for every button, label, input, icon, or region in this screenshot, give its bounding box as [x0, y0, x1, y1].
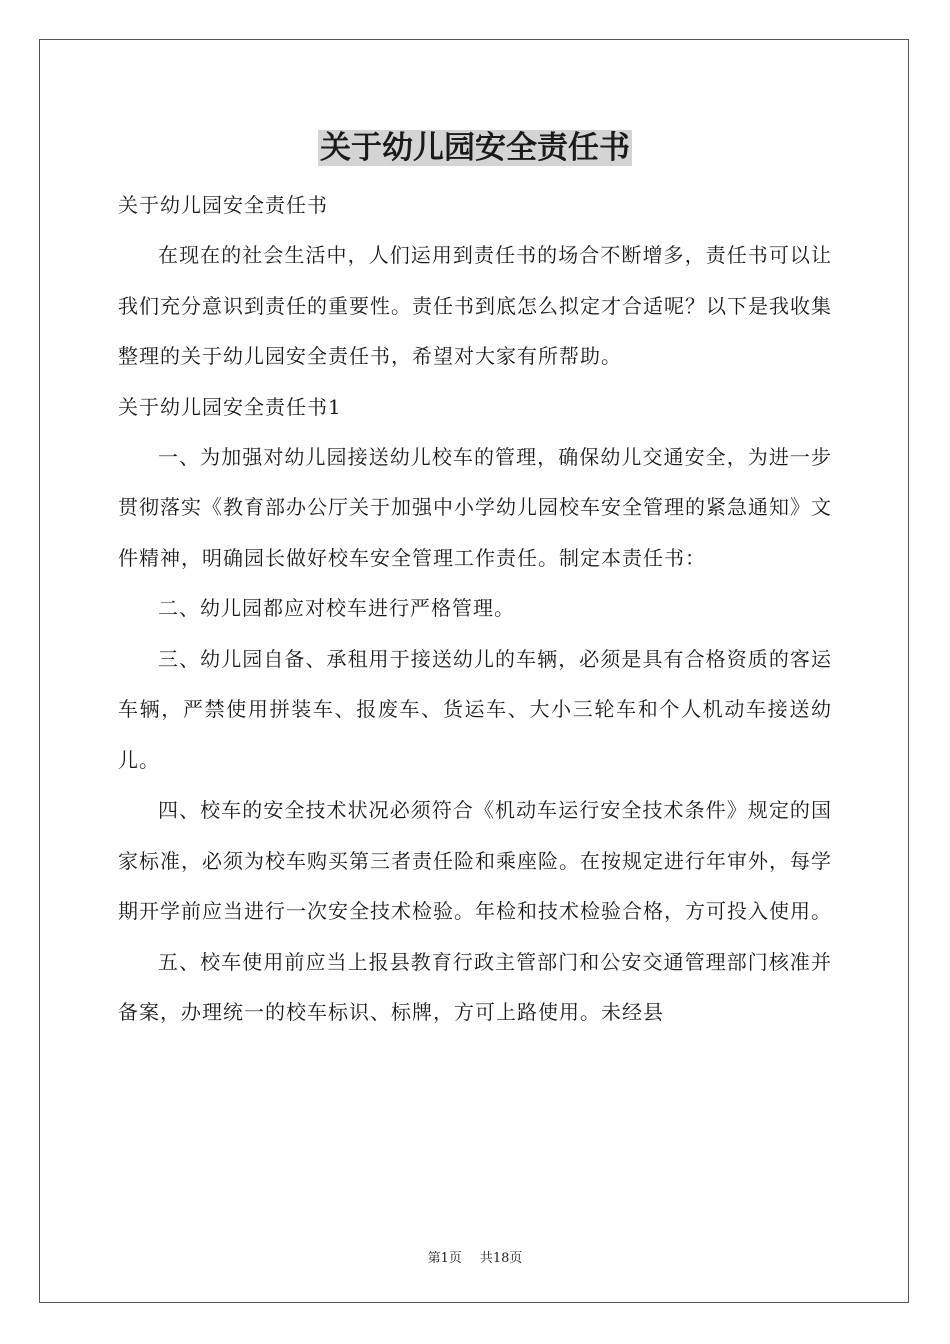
document-body: [118, 126, 832, 1038]
paragraph-2: 二、幼儿园都应对校车进行严格管理。: [158, 596, 515, 620]
document-title: [118, 126, 832, 170]
page-total: 共18页: [479, 1251, 523, 1266]
paragraph-4: 四、校车的安全技术状况必须符合《机动车运行安全技术条件》规定的国家标准，必须为校车购买第三者责任险和乘座险。在按规定进行年审外，每学期开学前应当进行一次安全技术检验。年检和技术检验合格，方可投入使用。: [118, 798, 832, 923]
page-footer: [0, 1247, 950, 1266]
page-number: 第1页: [427, 1251, 462, 1266]
intro-paragraph: 在现在的社会生活中，人们运用到责任书的场合不断增多，责任书可以让我们充分意识到责任的重要性。责任书到底怎么拟定才合适呢？以下是我收集整理的关于幼儿园安全责任书，希望对大家有所帮助。: [118, 243, 832, 368]
document-title-text: 关于幼儿园安全责任书: [320, 130, 630, 166]
paragraph-1: 一、为加强对幼儿园接送幼儿校车的管理，确保幼儿交通安全，为进一步贯彻落实《教育部办公厅关于加强中小学幼儿园校车安全管理的紧急通知》文件精神，明确园长做好校车安全管理工作责任。制定本责任书：: [118, 444, 832, 570]
paragraph-5: 五、校车使用前应当上报县教育行政主管部门和公安交通管理部门核准并备案，办理统一的校车标识、标牌，方可上路使用。未经县: [118, 949, 832, 1024]
paragraph-3: 三、幼儿园自备、承租用于接送幼儿的车辆，必须是具有合格资质的客运车辆，严禁使用拼装车、报废车、货运车、大小三轮车和个人机动车接送幼儿。: [118, 646, 832, 772]
section-heading: 关于幼儿园安全责任书1: [118, 394, 342, 419]
document-subtitle: 关于幼儿园安全责任书: [118, 193, 328, 217]
